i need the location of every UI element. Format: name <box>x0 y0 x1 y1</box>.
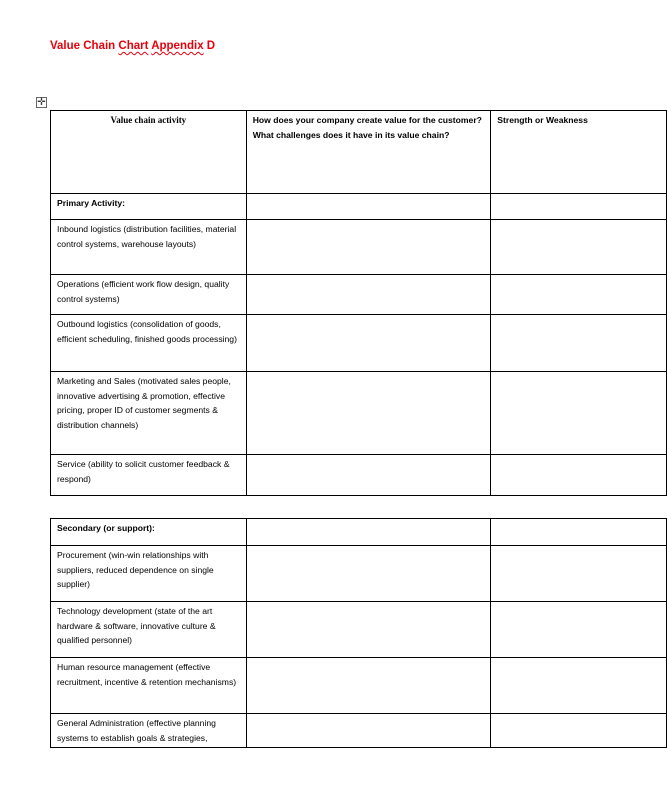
activity-cell: Procurement (win-win relationships with suppliers, reduced dependence on single supplier) <box>51 546 247 602</box>
activity-cell: Marketing and Sales (motivated sales people, innovative advertising & promotion, effective pricing, proper ID of customer segments & distribution channels) <box>51 372 247 455</box>
strength-cell[interactable] <box>491 519 667 546</box>
value-cell[interactable] <box>246 546 491 602</box>
table-row <box>51 455 667 496</box>
value-cell[interactable] <box>246 455 491 496</box>
activity-cell: Inbound logistics (distribution facilities, material control systems, warehouse layouts) <box>51 220 247 275</box>
table-row <box>51 194 667 220</box>
table-row <box>51 275 667 315</box>
activity-cell: Outbound logistics (consolidation of goods, efficient scheduling, finished goods processing) <box>51 315 247 372</box>
primary-heading: Primary Activity: <box>51 194 247 220</box>
header-value-question: How does your company create value for the customer? What challenges does it have in its value chain? <box>246 111 491 194</box>
table-row <box>51 519 667 546</box>
title-part-chart: Chart <box>118 40 149 52</box>
value-cell[interactable] <box>246 372 491 455</box>
strength-cell[interactable] <box>491 714 667 748</box>
value-cell[interactable] <box>246 602 491 658</box>
strength-cell[interactable] <box>491 275 667 315</box>
table-row <box>51 714 667 748</box>
activity-cell: General Administration (effective planning systems to establish goals & strategies, <box>51 714 247 748</box>
value-cell[interactable] <box>246 714 491 748</box>
secondary-heading: Secondary (or support): <box>51 519 247 546</box>
strength-cell[interactable] <box>491 315 667 372</box>
primary-activities-table <box>50 110 667 496</box>
activity-cell: Service (ability to solicit customer feedback & respond) <box>51 455 247 496</box>
document-title <box>50 40 215 52</box>
header-strength-weakness: Strength or Weakness <box>491 111 667 194</box>
table-row <box>51 315 667 372</box>
value-cell[interactable] <box>246 194 491 220</box>
table-row <box>51 546 667 602</box>
strength-cell[interactable] <box>491 546 667 602</box>
value-cell[interactable] <box>246 658 491 714</box>
strength-cell[interactable] <box>491 372 667 455</box>
move-handle-icon[interactable]: ✛ <box>37 97 46 108</box>
value-cell[interactable] <box>246 275 491 315</box>
table-row <box>51 602 667 658</box>
table-row <box>51 372 667 455</box>
title-part-suffix: D <box>203 40 216 52</box>
table-row <box>51 658 667 714</box>
table-row <box>51 220 667 275</box>
value-cell[interactable] <box>246 220 491 275</box>
strength-cell[interactable] <box>491 220 667 275</box>
strength-cell[interactable] <box>491 658 667 714</box>
activity-cell: Operations (efficient work flow design, quality control systems) <box>51 275 247 315</box>
header-activity: Value chain activity <box>51 111 247 194</box>
title-part-appendix: Appendix <box>151 40 204 52</box>
value-cell[interactable] <box>246 315 491 372</box>
strength-cell[interactable] <box>491 194 667 220</box>
header-row <box>51 111 667 194</box>
strength-cell[interactable] <box>491 602 667 658</box>
value-cell[interactable] <box>246 519 491 546</box>
activity-cell: Human resource management (effective recruitment, incentive & retention mechanisms) <box>51 658 247 714</box>
activity-cell: Technology development (state of the art hardware & software, innovative culture & qualified personnel) <box>51 602 247 658</box>
strength-cell[interactable] <box>491 455 667 496</box>
secondary-activities-table <box>50 518 667 748</box>
title-part: Value Chain <box>50 40 119 52</box>
